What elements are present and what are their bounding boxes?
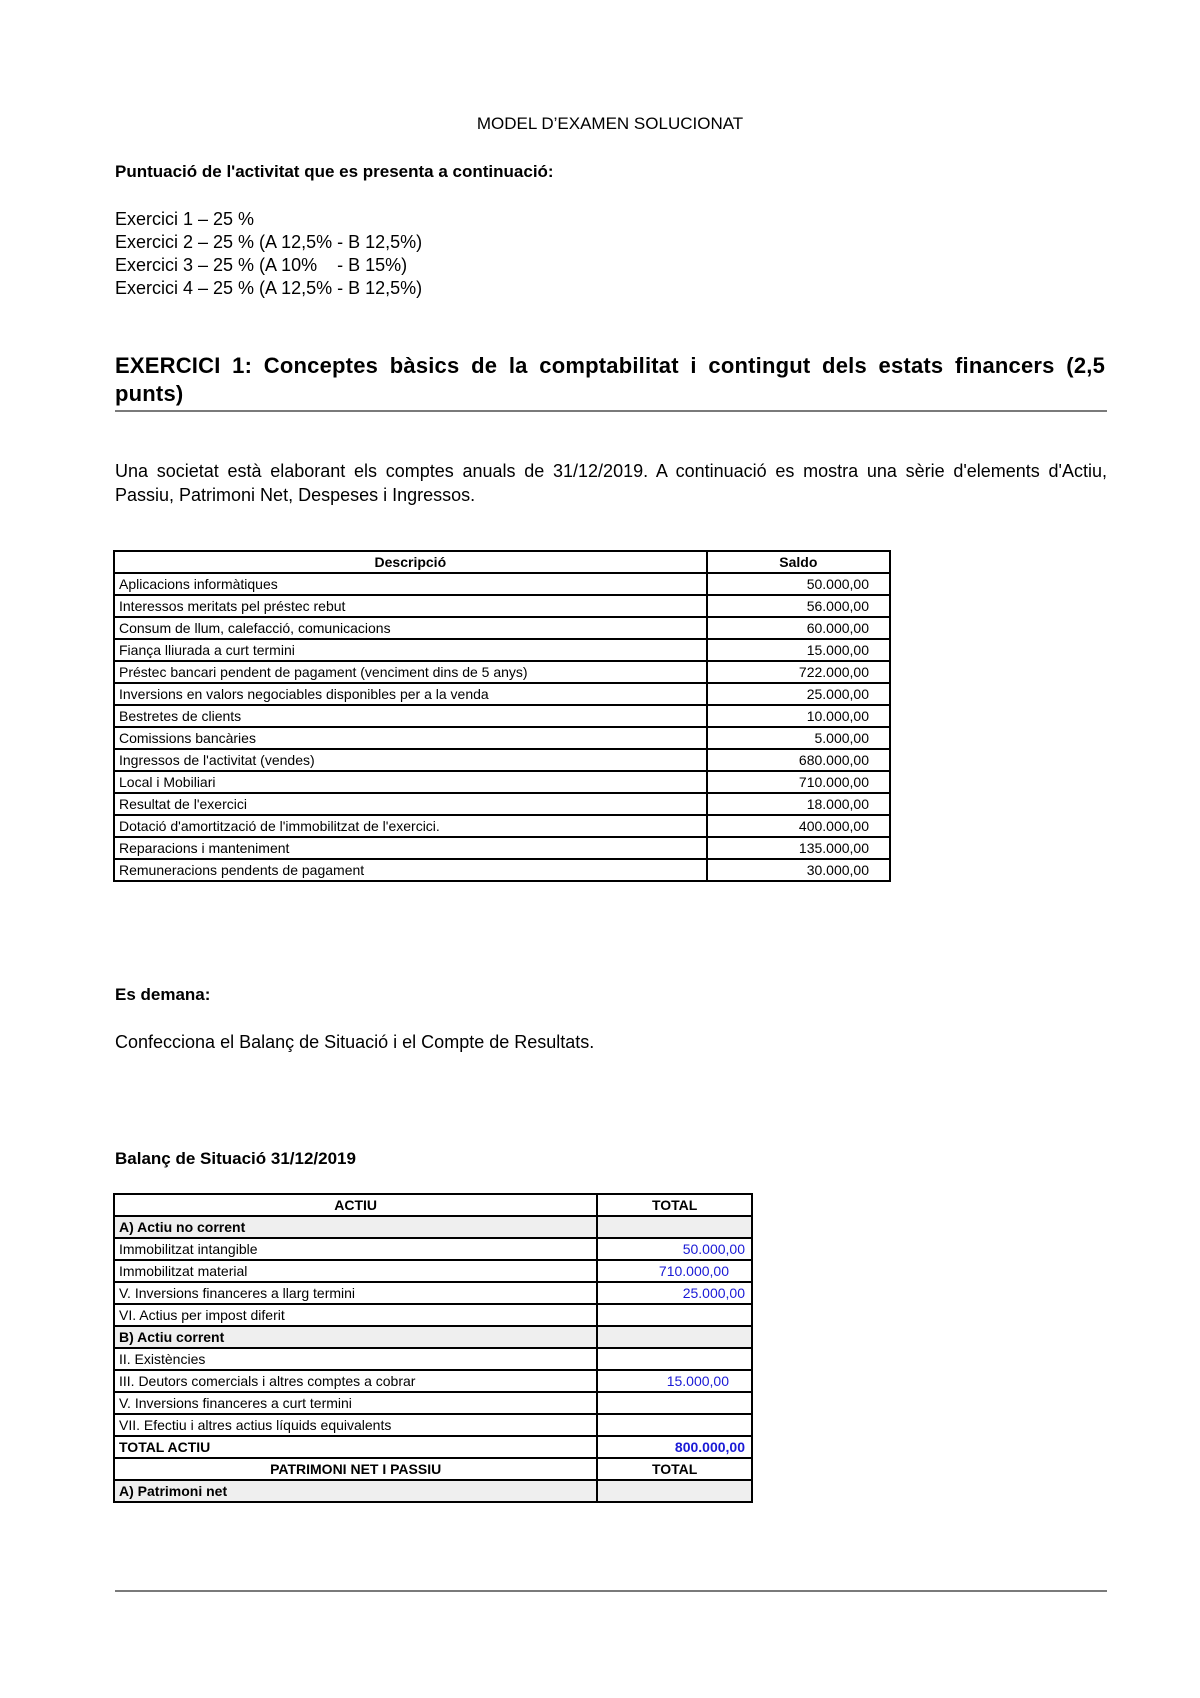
table-row [114, 705, 890, 727]
table-row [114, 661, 890, 683]
task-statement: Confecciona el Balanç de Situació i el Compte de Resultats. [115, 1032, 595, 1052]
puntuacio-item: Exercici 3 – 25 % (A 10% - B 15%) [115, 255, 408, 275]
intro-paragraph: Una societat està elaborant els comptes anuals de 31/12/2019. A continuació es mostra una sèrie d'elements d'Actiu, Passiu, Patrimoni Net, Despeses i Ingressos. [115, 461, 1107, 505]
table-row [114, 1326, 752, 1348]
table-row [114, 1436, 752, 1458]
saldos-table [113, 550, 891, 882]
row-label: V. Inversions financeres a llarg termini [114, 1282, 597, 1304]
cell-saldo: 30.000,00 [707, 859, 890, 881]
table-row [114, 1260, 752, 1282]
row-label: Immobilitzat material [114, 1260, 597, 1282]
cell-descripcio: Consum de llum, calefacció, comunicacions [114, 617, 707, 639]
puntuacio-item: Exercici 4 – 25 % (A 12,5% - B 12,5%) [115, 278, 423, 298]
cell-descripcio: Dotació d'amortització de l'immobilitzat de l'exercici. [114, 815, 707, 837]
cell-saldo: 680.000,00 [707, 749, 890, 771]
table-row [114, 793, 890, 815]
row-value: 710.000,00 [597, 1260, 752, 1282]
column-header-total: TOTAL [597, 1194, 752, 1216]
group-label: A) Patrimoni net [114, 1480, 597, 1502]
row-value [597, 1348, 752, 1370]
puntuacio-item: Exercici 1 – 25 % [115, 209, 255, 229]
table-row [114, 859, 890, 881]
table-row [114, 1392, 752, 1414]
cell-saldo: 5.000,00 [707, 727, 890, 749]
puntuacio-heading: Puntuació de l'activitat que es presenta a continuació: [115, 162, 554, 181]
column-header-actiu: ACTIU [114, 1194, 597, 1216]
puntuacio-list [115, 208, 422, 300]
section-divider [115, 410, 1107, 412]
cell-saldo: 50.000,00 [707, 573, 890, 595]
cell-saldo: 15.000,00 [707, 639, 890, 661]
row-value [597, 1392, 752, 1414]
total-actiu-label: TOTAL ACTIU [114, 1436, 597, 1458]
row-label: III. Deutors comercials i altres comptes a cobrar [114, 1370, 597, 1392]
cell-descripcio: Reparacions i manteniment [114, 837, 707, 859]
cell-descripcio: Resultat de l'exercici [114, 793, 707, 815]
table-row [114, 771, 890, 793]
row-label: VI. Actius per impost diferit [114, 1304, 597, 1326]
cell-saldo: 60.000,00 [707, 617, 890, 639]
puntuacio-item: Exercici 2 – 25 % (A 12,5% - B 12,5%) [115, 232, 423, 252]
cell-descripcio: Fiança lliurada a curt termini [114, 639, 707, 661]
table-row [114, 1238, 752, 1260]
cell-saldo: 400.000,00 [707, 815, 890, 837]
group-total [597, 1480, 752, 1502]
table-row [114, 617, 890, 639]
table-header-row [114, 1194, 752, 1216]
group-total [597, 1326, 752, 1348]
balanc-title: Balanç de Situació 31/12/2019 [115, 1149, 356, 1168]
cell-descripcio: Préstec bancari pendent de pagament (venciment dins de 5 anys) [114, 661, 707, 683]
table-row [114, 683, 890, 705]
cell-saldo: 135.000,00 [707, 837, 890, 859]
row-value [597, 1304, 752, 1326]
balanc-table [113, 1193, 753, 1503]
row-value [597, 1414, 752, 1436]
group-total [597, 1216, 752, 1238]
table-row [114, 595, 890, 617]
table-header-row [114, 1458, 752, 1480]
cell-saldo: 722.000,00 [707, 661, 890, 683]
row-value: 15.000,00 [597, 1370, 752, 1392]
cell-saldo: 10.000,00 [707, 705, 890, 727]
cell-descripcio: Ingressos de l'activitat (vendes) [114, 749, 707, 771]
cell-saldo: 56.000,00 [707, 595, 890, 617]
group-label: B) Actiu corrent [114, 1326, 597, 1348]
cell-descripcio: Comissions bancàries [114, 727, 707, 749]
table-row [114, 1216, 752, 1238]
row-label: V. Inversions financeres a curt termini [114, 1392, 597, 1414]
row-value: 25.000,00 [597, 1282, 752, 1304]
group-label: A) Actiu no corrent [114, 1216, 597, 1238]
cell-descripcio: Remuneracions pendents de pagament [114, 859, 707, 881]
row-label: VII. Efectiu i altres actius líquids equivalents [114, 1414, 597, 1436]
footer-divider [115, 1590, 1107, 1592]
column-header-descripcio: Descripció [114, 551, 707, 573]
table-row [114, 573, 890, 595]
table-row [114, 1480, 752, 1502]
cell-saldo: 25.000,00 [707, 683, 890, 705]
row-value: 50.000,00 [597, 1238, 752, 1260]
cell-descripcio: Local i Mobiliari [114, 771, 707, 793]
table-row [114, 815, 890, 837]
table-row [114, 639, 890, 661]
column-header-saldo: Saldo [707, 551, 890, 573]
cell-descripcio: Inversions en valors negociables disponibles per a la venda [114, 683, 707, 705]
column-header-total: TOTAL [597, 1458, 752, 1480]
table-row [114, 727, 890, 749]
table-row [114, 1348, 752, 1370]
es-demana-heading: Es demana: [115, 985, 211, 1004]
row-label: Immobilitzat intangible [114, 1238, 597, 1260]
page-title: MODEL D’EXAMEN SOLUCIONAT [476, 114, 744, 133]
cell-descripcio: Aplicacions informàtiques [114, 573, 707, 595]
table-row [114, 1304, 752, 1326]
table-row [114, 749, 890, 771]
table-row [114, 1282, 752, 1304]
table-header-row [114, 551, 890, 573]
column-header-pn-passiu: PATRIMONI NET I PASSIU [114, 1458, 597, 1480]
table-row [114, 837, 890, 859]
table-row [114, 1414, 752, 1436]
total-actiu-value: 800.000,00 [597, 1436, 752, 1458]
table-row [114, 1370, 752, 1392]
cell-descripcio: Bestretes de clients [114, 705, 707, 727]
cell-descripcio: Interessos meritats pel préstec rebut [114, 595, 707, 617]
cell-saldo: 18.000,00 [707, 793, 890, 815]
row-label: II. Existències [114, 1348, 597, 1370]
cell-saldo: 710.000,00 [707, 771, 890, 793]
exercici-1-heading: EXERCICI 1: Conceptes bàsics de la comptabilitat i contingut dels estats financers (2,5 punts) [115, 353, 1105, 406]
